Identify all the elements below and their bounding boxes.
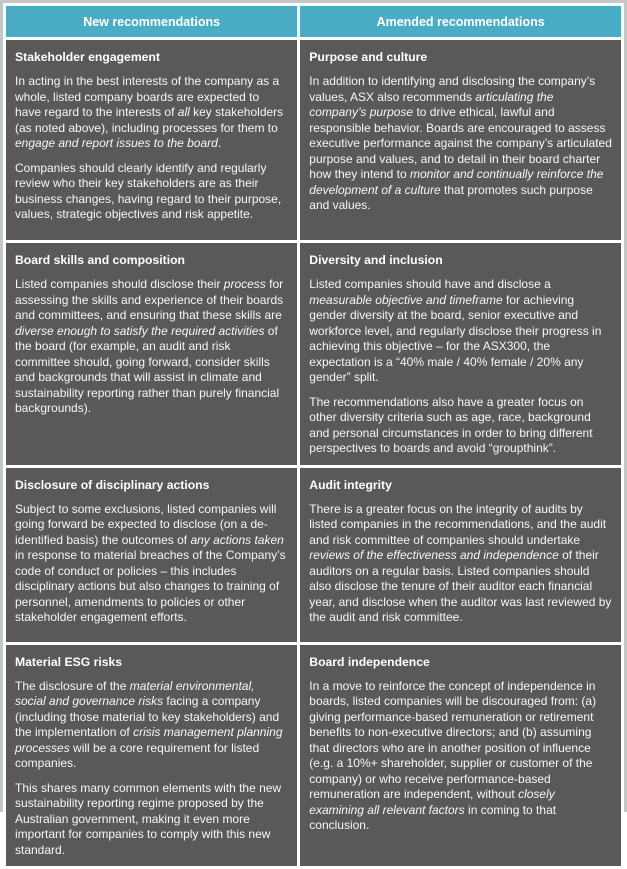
cell-left-3 xyxy=(6,645,297,867)
cell-left-1 xyxy=(6,243,297,465)
cell-heading: Purpose and culture xyxy=(309,50,428,64)
cell-right-2 xyxy=(300,468,621,642)
table-header xyxy=(6,6,621,37)
cell-right-1 xyxy=(300,243,621,465)
recommendations-table xyxy=(3,3,624,869)
cell-heading: Audit integrity xyxy=(309,477,392,492)
cell-paragraph: There is a greater focus on the integrity of audits by listed companies in the recommendations, and the audit and risk committee of companies should undertake reviews of the effectiveness and independence of their auditors on a regular basis. Listed companies should also disclose the tenure of their auditor each financial year, and disclose when the auditor was last reviewed by the audit and risk committee. xyxy=(309,501,612,624)
cell-paragraph: Listed companies should disclose their process for assessing the skills and experience of their boards and committees, and ensuring that these skills are diverse enough to satisfy the required activities of the board (for example, an audit and risk committee should, going forward, consider skills and backgrounds that will assist in climate and sustainability reporting rather than purely financial backgrounds). xyxy=(15,277,284,415)
cell-paragraph: The recommendations also have a greater focus on other diversity criteria such as age, race, background and personal circumstances in order to bring different perspectives to boards and avoid “groupthink”. xyxy=(309,394,593,455)
cell-paragraph: In acting in the best interests of the company as a whole, listed company boards are expected to have regard to the interests of all key stakeholders (as noted above), including processes for them to engage and report issues to the board. xyxy=(15,74,284,150)
cell-heading: Board independence xyxy=(309,654,430,669)
cell-left-2 xyxy=(6,468,297,642)
cell-heading: Diversity and inclusion xyxy=(309,253,443,267)
cell-right-3 xyxy=(300,645,621,867)
cell-paragraph: This shares many common elements with the new sustainability reporting regime proposed by the Australian government, making it even more important for companies to comply with this new standard. xyxy=(15,780,282,857)
table-row xyxy=(6,40,621,240)
cell-paragraph: Listed companies should have and disclose a measurable objective and timeframe for achieving gender diversity at the board, senior executive and workforce level, and regularly disclose their progress in achieving this objective – for the ASX300, the expectation is a “40% male / 40% female / 20% any gender” split. xyxy=(309,277,602,384)
cell-paragraph: In addition to identifying and disclosing the company’s values, ASX also recommends articulating the company’s purpose to drive ethical, lawful and responsible behavior. Boards are encouraged to assess executive performance against the company’s articulated purpose and values, and to detail in their board charter how they intend to monitor and continually reinforce the development of a culture that promotes such purpose and values. xyxy=(309,74,612,212)
header-new-recommendations: New recommendations xyxy=(6,6,297,37)
header-amended-recommendations: Amended recommendations xyxy=(300,6,621,37)
cell-left-0 xyxy=(6,40,297,240)
cell-paragraph: The disclosure of the material environmental, social and governance risks facing a company (including those material to key stakeholders) and the implementation of crisis management planning processes will be a core requirement for listed companies. xyxy=(15,678,283,770)
cell-heading: Material ESG risks xyxy=(15,654,123,669)
header-row xyxy=(6,6,621,37)
table-row xyxy=(6,468,621,642)
table-row xyxy=(6,243,621,465)
table-body xyxy=(6,40,621,866)
cell-paragraph: In a move to reinforce the concept of independence in boards, listed companies will be discouraged from: (a) giving performance-based remuneration or retirement benefits to non-executive directors; and (b) assuming that directors who are in another position of influence (e.g. a 10%+ shareholder, supplier or customer of the company) or who receive performance-based remuneration are independent, without closely examining all relevant factors in coming to that conclusion. xyxy=(309,678,597,832)
cell-paragraph: Companies should clearly identify and regularly review who their key stakeholders are as their business changes, having regard to their purpose, values, strategic objectives and risk appetite. xyxy=(15,160,282,221)
cell-heading: Stakeholder engagement xyxy=(15,50,160,64)
cell-heading: Board skills and composition xyxy=(15,253,185,267)
cell-paragraph: Subject to some exclusions, listed companies will going forward be expected to disclose (on a de-identified basis) the outcomes of any actions taken in response to material breaches of the Company’s code of conduct or policies – this includes disciplinary actions but also changes to training of personnel, amendments to policies or other stakeholder engagement efforts. xyxy=(15,501,286,624)
table-row xyxy=(6,645,621,867)
cell-right-0 xyxy=(300,40,621,240)
cell-heading: Disclosure of disciplinary actions xyxy=(15,477,210,492)
